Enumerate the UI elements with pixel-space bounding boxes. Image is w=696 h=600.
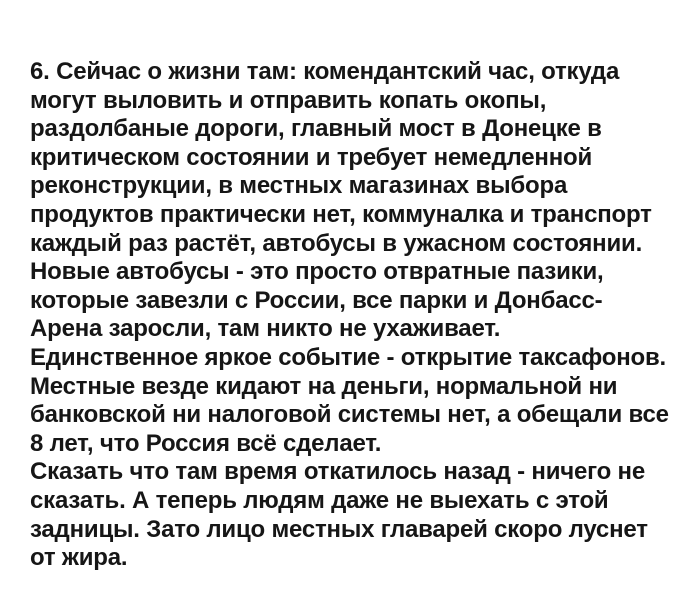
text-line: реконструкции, в местных магазинах выбора bbox=[30, 172, 568, 200]
text-line: 6. Сейчас о жизни там: комендантский час, откуда bbox=[30, 58, 620, 85]
text-line: которые завезли с России, все парки и Донбасс- bbox=[30, 286, 603, 314]
text-line: Единственное яркое событие - открытие таксафонов. bbox=[30, 343, 667, 371]
text-line: каждый раз растёт, автобусы в ужасном состоянии. bbox=[30, 229, 643, 257]
text-line: банковской ни налоговой системы нет, а обещали все bbox=[30, 401, 669, 429]
text-line: критическом состоянии и требует немедленной bbox=[30, 143, 593, 171]
text-line: сказать. А теперь людям даже не выехать с этой bbox=[30, 486, 609, 514]
text-line: продуктов практически нет, коммуналка и транспорт bbox=[30, 200, 652, 228]
text-line: Сказать что там время откатилось назад - ничего не bbox=[30, 458, 645, 486]
text-block bbox=[30, 58, 676, 573]
text-line: могут выловить и отправить копать окопы, bbox=[30, 86, 547, 114]
text-line: 8 лет, что Россия всё сделает. bbox=[30, 429, 382, 457]
text-line: от жира. bbox=[30, 544, 128, 572]
text-line: Новые автобусы - это просто отвратные пазики, bbox=[30, 258, 604, 286]
text-line: раздолбаные дороги, главный мост в Донецке в bbox=[30, 115, 602, 143]
text-line: Местные везде кидают на деньги, нормальной ни bbox=[30, 372, 618, 400]
text-line: Арена заросли, там никто не ухаживает. bbox=[30, 315, 501, 343]
text-line: задницы. Зато лицо местных главарей скоро луснет bbox=[30, 515, 648, 543]
